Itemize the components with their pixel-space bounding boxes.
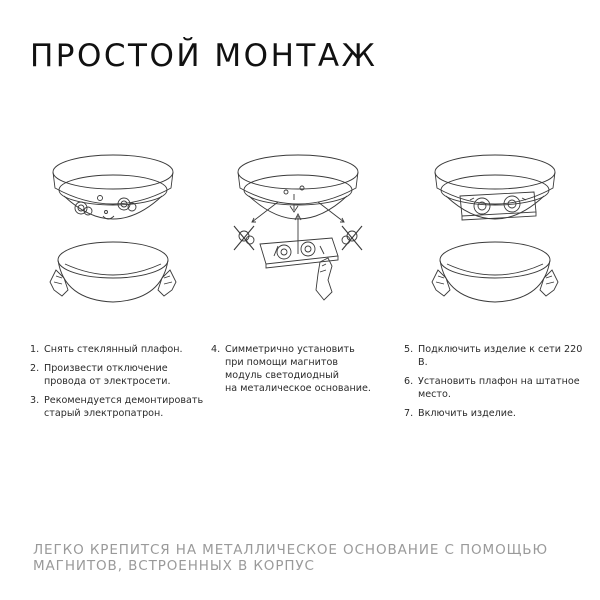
- step-item: [404, 375, 594, 401]
- illustration-step-5: [430, 150, 560, 310]
- led-module-icon: [260, 238, 338, 268]
- ceiling-base-icon: [238, 155, 358, 219]
- step-item: [30, 362, 210, 388]
- glass-shade-icon: [58, 242, 168, 302]
- step-text: Установить плафон на штатное место.: [418, 376, 580, 400]
- ceiling-base-icon: [435, 155, 555, 219]
- led-module-icon: [460, 192, 536, 220]
- illustration-step-4: [228, 150, 368, 310]
- step-text: Симметрично установить при помощи магнитов модуль светодиодный на металическое основание.: [225, 344, 371, 394]
- hand-icon: [316, 258, 332, 300]
- step-number: 2.: [30, 363, 40, 374]
- page-title: ПРОСТОЙ МОНТАЖ: [30, 38, 378, 74]
- old-socket-icon: [75, 196, 136, 220]
- step-text: Рекомендуется демонтировать старый электропатрон.: [44, 395, 204, 419]
- illustration-step-1: [48, 150, 178, 310]
- step-number: 6.: [404, 376, 414, 387]
- steps-column-3: [404, 343, 594, 426]
- hands-icon: [50, 270, 176, 296]
- step-number: 3.: [30, 395, 40, 406]
- step-text: Подключить изделие к сети 220 В.: [418, 344, 583, 368]
- steps-column-2: [211, 343, 386, 401]
- step-number: 7.: [404, 408, 414, 419]
- step-number: 4.: [211, 344, 221, 355]
- step-text: Произвести отключение провода от электросети.: [44, 363, 171, 387]
- glass-shade-icon: [440, 242, 550, 302]
- footer-note: ЛЕГКО КРЕПИТСЯ НА МЕТАЛЛИЧЕСКОЕ ОСНОВАНИЕ С ПОМОЩЬЮ МАГНИТОВ, ВСТРОЕННЫХ В КОРПУС: [33, 542, 548, 574]
- step-item: [211, 343, 386, 395]
- step-number: 5.: [404, 344, 414, 355]
- hands-icon: [432, 270, 558, 296]
- step-number: 1.: [30, 344, 40, 355]
- arrow-icon: [252, 194, 344, 254]
- step-text: Включить изделие.: [418, 408, 516, 419]
- ceiling-base-icon: [53, 155, 173, 219]
- step-item: [404, 343, 594, 369]
- step-item: [30, 394, 210, 420]
- steps-column-1: [30, 343, 210, 426]
- step-text: Снять стеклянный плафон.: [44, 344, 183, 355]
- step-item: [30, 343, 210, 356]
- step-item: [404, 407, 594, 420]
